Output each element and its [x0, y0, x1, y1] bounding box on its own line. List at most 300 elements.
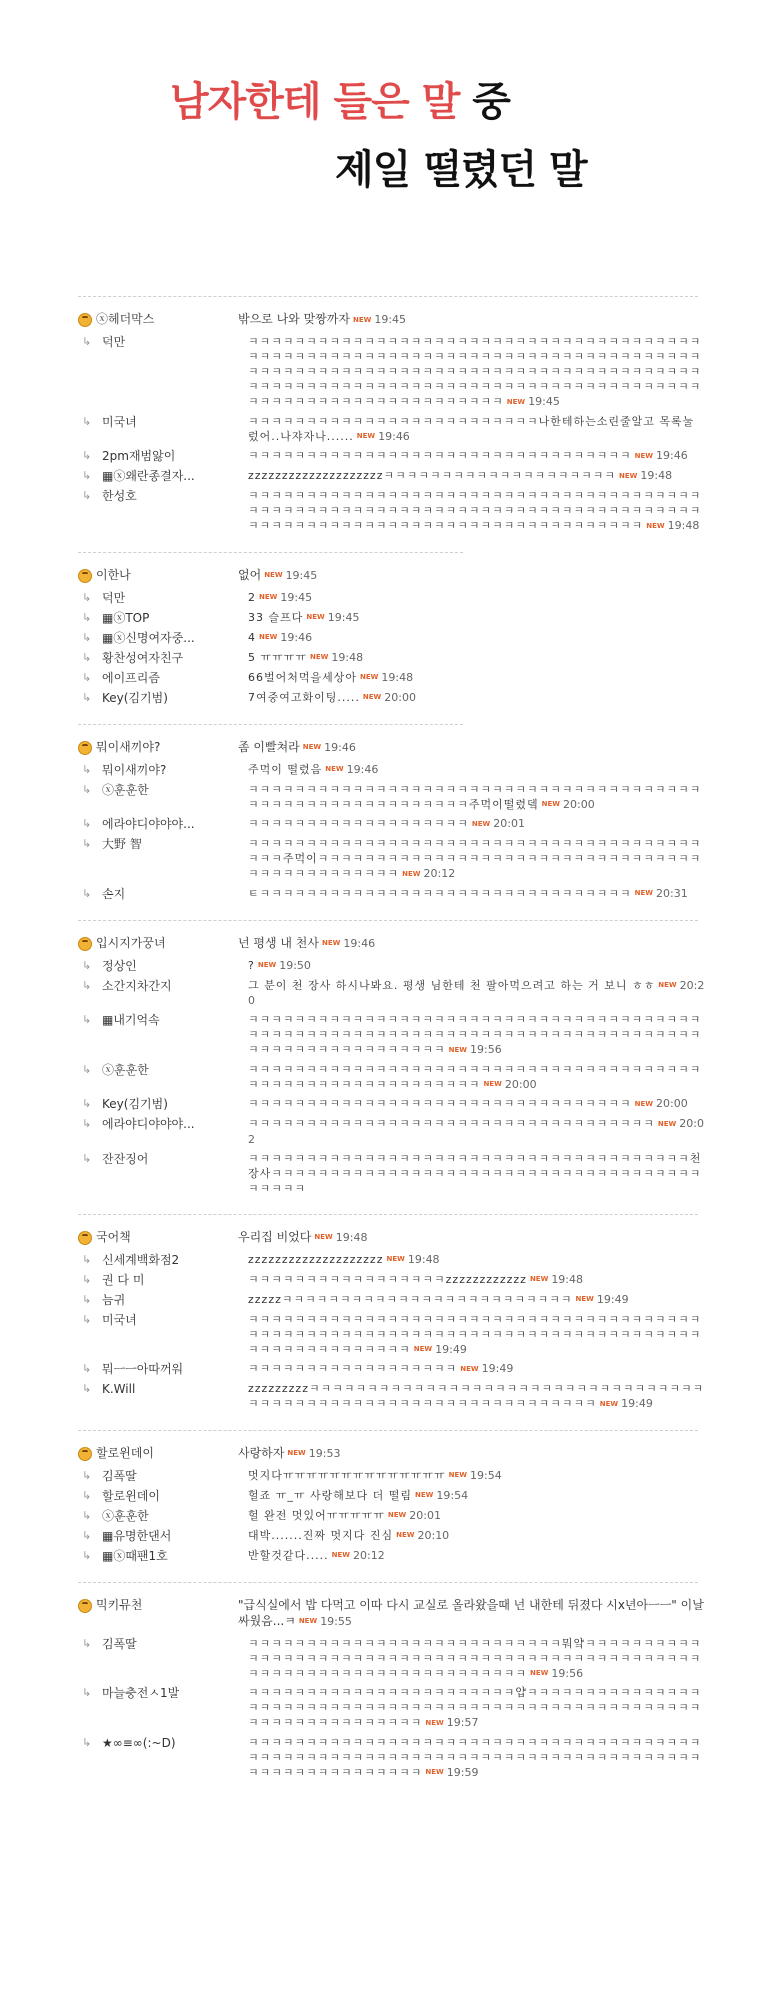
- new-badge: NEW: [413, 1345, 433, 1353]
- new-badge: NEW: [657, 1119, 677, 1128]
- reply-content: [248, 886, 765, 902]
- reply-row: [0, 978, 765, 1009]
- reply-row: [0, 1012, 765, 1058]
- user-level-icon: [78, 741, 92, 755]
- comment-thread: [0, 920, 765, 1214]
- author-name[interactable]: ⓧ훈훈한: [102, 1062, 149, 1077]
- comment-thread: [0, 296, 765, 552]
- reply-text: 5 ㅠㅠㅠㅠ: [248, 650, 307, 664]
- author-name[interactable]: 한성호: [102, 489, 137, 503]
- reply-author[interactable]: [0, 978, 248, 994]
- reply-author[interactable]: [0, 1151, 248, 1167]
- reply-arrow-icon: ↳: [82, 1548, 92, 1562]
- reply-text: 7여중여고화이팅.....: [248, 690, 360, 704]
- reply-row: [0, 670, 765, 686]
- reply-row: [0, 1312, 765, 1358]
- comment-time: 19:48: [335, 1230, 368, 1244]
- dashed-divider: [78, 1430, 698, 1431]
- user-level-icon: [78, 1231, 92, 1245]
- author-name[interactable]: 김폭딸: [102, 1468, 137, 1483]
- reply-author[interactable]: [0, 1096, 248, 1112]
- reply-time: 20:20: [248, 978, 705, 1007]
- comment-author[interactable]: [0, 739, 238, 755]
- author-name[interactable]: 뭐이새끼야?: [96, 739, 161, 754]
- reply-time: 19:56: [551, 1666, 584, 1680]
- reply-row: [0, 762, 765, 778]
- reply-time: 19:48: [381, 670, 414, 684]
- user-level-icon: [78, 1447, 92, 1461]
- reply-row: [0, 1636, 765, 1682]
- reply-arrow-icon: ↳: [82, 1468, 92, 1482]
- reply-author[interactable]: [0, 816, 248, 832]
- reply-content: [248, 1548, 765, 1564]
- comment-row: [0, 1229, 765, 1246]
- dashed-divider: [78, 920, 698, 921]
- comment-author[interactable]: [0, 1445, 238, 1461]
- reply-row: [0, 468, 765, 484]
- reply-arrow-icon: ↳: [82, 1062, 92, 1076]
- reply-author[interactable]: [0, 1116, 248, 1132]
- author-name[interactable]: ▦ⓧ때팬1호: [102, 1548, 168, 1563]
- comment-content: [238, 1445, 765, 1462]
- title-black-text: 중: [459, 79, 510, 125]
- new-badge: NEW: [298, 1617, 318, 1625]
- new-badge: NEW: [386, 1255, 405, 1263]
- reply-text: 헐 완전 멋있어ㅠㅠㅠㅠㅠ: [248, 1508, 385, 1522]
- reply-time: 19:49: [596, 1292, 629, 1306]
- reply-time: 19:54: [436, 1488, 469, 1502]
- reply-text: 주먹이 떨렸음: [248, 762, 323, 776]
- reply-author[interactable]: [0, 1488, 248, 1504]
- author-name[interactable]: 권 다 미: [102, 1272, 145, 1287]
- reply-content: [248, 334, 765, 410]
- reply-row: [0, 590, 765, 606]
- reply-author[interactable]: [0, 1528, 248, 1544]
- author-name[interactable]: 소간지차간지: [102, 978, 172, 993]
- reply-content: [248, 414, 765, 445]
- author-name[interactable]: 황찬성여자친구: [102, 650, 184, 665]
- reply-author[interactable]: [0, 1012, 248, 1028]
- reply-row: [0, 630, 765, 646]
- reply-time: 20:00: [563, 797, 595, 811]
- reply-content: [248, 782, 765, 813]
- new-badge: NEW: [483, 1080, 502, 1088]
- reply-content: [248, 1528, 765, 1544]
- comment-time: 19:46: [343, 936, 376, 950]
- reply-text: ㅋㅋㅋㅋㅋㅋㅋㅋㅋㅋㅋㅋㅋㅋㅋㅋㅋㅋㅋㅋㅋㅋㅋㅋㅋㅋㅋㅋㅋㅋㅋㅋㅋㅋㅋㅋㅋㅋㅋㅋㅋㅋ주먹이ㅋㅋㅋㅋㅋㅋㅋㅋㅋㅋㅋㅋㅋㅋㅋㅋㅋㅋㅋㅋㅋㅋㅋㅋㅋㅋㅋㅋㅋㅋㅋㅋㅋㅋㅋㅋㅋㅋㅋㅋㅋㅋㅋㅋㅋㅋ: [248, 837, 702, 880]
- new-badge: NEW: [362, 693, 382, 701]
- new-badge: NEW: [356, 432, 376, 440]
- reply-content: [248, 1381, 765, 1412]
- reply-time: 19:56: [470, 1043, 502, 1056]
- new-badge: NEW: [257, 961, 277, 969]
- author-name[interactable]: ▦내기억속: [102, 1013, 160, 1027]
- thread-spacer: [0, 1416, 765, 1430]
- reply-text: 그 분이 천 장사 하시나봐요. 평생 님한테 천 팔아먹으려고 하는 거 보니 ㅎㅎ: [248, 978, 656, 992]
- reply-row: [0, 1151, 765, 1196]
- reply-row: [0, 1272, 765, 1288]
- reply-row: [0, 334, 765, 410]
- reply-content: [248, 690, 765, 706]
- author-name[interactable]: Key(김기범): [102, 1097, 168, 1111]
- reply-author[interactable]: [0, 650, 248, 666]
- comment-text: 좀 이빨쳐라: [238, 739, 300, 754]
- reply-time: 20:01: [409, 1508, 441, 1522]
- author-name[interactable]: 할로윈데이: [102, 1488, 160, 1503]
- reply-row: [0, 958, 765, 974]
- reply-author[interactable]: [0, 1468, 248, 1484]
- new-badge: NEW: [448, 1045, 468, 1054]
- reply-arrow-icon: ↳: [82, 782, 92, 796]
- reply-arrow-icon: ↳: [82, 610, 92, 624]
- reply-author[interactable]: [0, 1252, 248, 1268]
- reply-row: [0, 1116, 765, 1147]
- reply-author[interactable]: [0, 1735, 248, 1751]
- reply-row: [0, 1381, 765, 1412]
- new-badge: NEW: [314, 1233, 333, 1241]
- reply-time: 19:49: [621, 1397, 653, 1410]
- thread-spacer: [0, 1568, 765, 1582]
- reply-author[interactable]: [0, 690, 248, 706]
- reply-author[interactable]: [0, 1636, 248, 1652]
- reply-arrow-icon: ↳: [82, 1508, 92, 1522]
- title-line-1: [170, 70, 510, 127]
- reply-author[interactable]: [0, 762, 248, 778]
- reply-author[interactable]: [0, 1312, 248, 1328]
- comment-time: 19:53: [308, 1446, 341, 1460]
- reply-time: 19:46: [346, 762, 379, 776]
- reply-text: 헐죠 ㅠ_ㅠ 사랑해보다 더 떨림: [248, 1488, 412, 1502]
- reply-arrow-icon: ↳: [82, 762, 92, 776]
- new-badge: NEW: [448, 1471, 468, 1479]
- reply-arrow-icon: ↳: [82, 1735, 92, 1749]
- author-name[interactable]: 이한나: [96, 567, 131, 582]
- reply-content: [248, 1735, 765, 1781]
- reply-author[interactable]: [0, 1508, 248, 1524]
- author-name[interactable]: ▦ⓧ신명여자중...: [102, 630, 195, 645]
- author-name[interactable]: 에라야디야야야...: [102, 817, 195, 831]
- thread-spacer: [0, 538, 765, 552]
- comment-thread: [0, 1582, 765, 1799]
- reply-time: 19:46: [656, 449, 688, 462]
- reply-time: 19:48: [551, 1272, 584, 1286]
- reply-text: 2: [248, 590, 256, 604]
- reply-author[interactable]: [0, 448, 248, 464]
- new-badge: NEW: [325, 765, 344, 773]
- reply-content: [248, 1312, 765, 1358]
- reply-author[interactable]: [0, 590, 248, 606]
- author-name[interactable]: ▦ⓧTOP: [102, 610, 150, 625]
- reply-author[interactable]: [0, 1381, 248, 1397]
- reply-text: zzzzzzzzzzzzzzzzzzzz: [248, 1252, 384, 1266]
- reply-arrow-icon: ↳: [82, 1013, 92, 1026]
- author-name[interactable]: 미국녀: [102, 414, 137, 429]
- reply-content: [248, 1508, 765, 1524]
- reply-author[interactable]: [0, 670, 248, 686]
- new-badge: NEW: [529, 1275, 549, 1283]
- reply-author[interactable]: [0, 1685, 248, 1701]
- comment-author[interactable]: [0, 1597, 238, 1613]
- comment-time: 19:45: [285, 568, 318, 582]
- title-line-2: 제일 떨렸던 말: [335, 147, 587, 193]
- reply-text: ㅋㅋㅋㅋㅋㅋㅋㅋㅋㅋㅋㅋㅋㅋㅋㅋㅋㅋㅋ: [248, 817, 469, 830]
- author-name[interactable]: 2pm재범앓이: [102, 449, 176, 463]
- reply-arrow-icon: ↳: [82, 449, 92, 462]
- comment-content: [238, 935, 765, 952]
- comment-text: 없어: [238, 567, 262, 582]
- comment-thread: [0, 1430, 765, 1582]
- comment-thread: [0, 1214, 765, 1430]
- reply-arrow-icon: ↳: [82, 1686, 92, 1699]
- comment-author[interactable]: [0, 935, 238, 951]
- author-name[interactable]: 정상인: [102, 958, 137, 973]
- reply-content: [248, 610, 765, 626]
- reply-arrow-icon: ↳: [82, 690, 92, 704]
- author-name[interactable]: 뭐ㅡㅡ아따꺼워: [102, 1362, 184, 1376]
- author-name[interactable]: Key(김기범): [102, 690, 168, 705]
- reply-author[interactable]: [0, 782, 248, 798]
- reply-arrow-icon: ↳: [82, 1312, 92, 1326]
- reply-text: ㅋㅋㅋㅋㅋㅋㅋㅋㅋㅋㅋㅋㅋㅋㅋㅋㅋㅋㅋㅋㅋㅋㅋㅋㅋㅋㅋㅋㅋㅋㅋㅋㅋㅋㅋㅋㅋㅋㅋㅋㅋㅋㅋㅋㅋㅋㅋㅋㅋㅋㅋㅋㅋㅋㅋㅋㅋㅋㅋㅋㅋㅋㅋㅋㅋㅋㅋㅋㅋㅋㅋㅋㅋㅋㅋㅋㅋㅋㅋㅋㅋㅋㅋㅋㅋㅋㅋㅋㅋㅋㅋㅋㅋㅋㅋㅋㅋㅋㅋㅋㅋㅋㅋㅋㅋㅋㅋㅋㅋㅋㅋㅋㅋㅋㅋㅋㅋㅋㅋㅋㅋㅋㅋㅋㅋㅋㅋㅋㅋㅋㅋㅋㅋㅋㅋㅋㅋㅋㅋㅋㅋㅋㅋㅋㅋㅋㅋㅋㅋㅋㅋㅋㅋㅋㅋㅋㅋㅋㅋㅋㅋㅋㅋㅋㅋㅋㅋㅋㅋㅋㅋㅋㅋㅋㅋㅋㅋㅋ: [248, 335, 702, 408]
- author-name[interactable]: 덕만: [102, 335, 126, 349]
- reply-time: 20:00: [384, 690, 416, 704]
- author-name[interactable]: ⓧ훈훈한: [102, 1508, 149, 1523]
- reply-row: [0, 886, 765, 902]
- reply-row: [0, 414, 765, 445]
- reply-text: ㅋㅋㅋㅋㅋㅋㅋㅋㅋㅋㅋㅋㅋㅋㅋㅋㅋㅋㅋㅋㅋㅋㅋㅋㅋㅋㅋㅋㅋㅋㅋㅋㅋ: [248, 449, 632, 462]
- author-name[interactable]: 뭐이새끼야?: [102, 762, 167, 777]
- author-name[interactable]: K.Will: [102, 1382, 136, 1396]
- reply-arrow-icon: ↳: [82, 489, 92, 502]
- reply-author[interactable]: [0, 1062, 248, 1078]
- thread-spacer: [0, 710, 765, 724]
- author-name[interactable]: 신세계백화점2: [102, 1252, 180, 1267]
- title-red-text: 남자한테 들은 말: [170, 79, 460, 125]
- new-badge: NEW: [402, 869, 421, 878]
- reply-content: [248, 978, 765, 1009]
- user-level-icon: [78, 313, 92, 327]
- reply-time: 20:01: [493, 817, 525, 830]
- comment-content: [238, 567, 765, 584]
- reply-content: [248, 816, 765, 832]
- reply-author[interactable]: [0, 836, 248, 852]
- reply-row: [0, 488, 765, 534]
- comment-text: "급식실에서 밥 다먹고 이따 다시 교실로 올라왔을때 넌 내한테 뒤졌다 시x년아ㅡㅡ" 이날 싸웠음...ㅋ: [238, 1597, 704, 1628]
- reply-time: 19:59: [446, 1765, 479, 1779]
- reply-content: [248, 468, 765, 484]
- reply-arrow-icon: ↳: [82, 1488, 92, 1502]
- reply-arrow-icon: ↳: [82, 1528, 92, 1542]
- reply-text: ㅋㅋㅋㅋㅋㅋㅋㅋㅋㅋㅋㅋㅋㅋㅋㅋㅋㅋㅋㅋㅋㅋㅋㅋㅋㅋㅋㅋㅋㅋㅋㅋㅋㅋㅋㅋㅋㅋㅋㅋㅋㅋㅋㅋㅋㅋㅋㅋㅋㅋㅋㅋㅋㅋㅋㅋㅋㅋㅋㅋㅋㅋㅋㅋㅋㅋㅋㅋㅋㅋㅋㅋㅋㅋㅋㅋㅋㅋㅋㅋㅋㅋㅋㅋㅋㅋㅋㅋㅋㅋㅋㅋㅋ: [248, 1735, 702, 1779]
- new-badge: NEW: [575, 1295, 594, 1303]
- reply-author[interactable]: [0, 1548, 248, 1564]
- author-name[interactable]: 손지: [102, 886, 126, 901]
- author-name[interactable]: 입시지가꿍녀: [96, 935, 166, 950]
- author-name[interactable]: 국어책: [96, 1229, 131, 1244]
- reply-row: [0, 448, 765, 464]
- comment-text: 밖으로 나와 맞짱까자: [238, 312, 350, 326]
- reply-time: 19:48: [331, 650, 364, 664]
- reply-arrow-icon: ↳: [82, 1362, 92, 1375]
- reply-content: [248, 448, 765, 464]
- author-name[interactable]: 덕만: [102, 590, 126, 605]
- reply-content: [248, 762, 765, 778]
- reply-arrow-icon: ↳: [82, 414, 92, 428]
- reply-row: [0, 1062, 765, 1093]
- thread-spacer: [0, 906, 765, 920]
- reply-time: 19:48: [407, 1252, 440, 1266]
- author-name[interactable]: 미국녀: [102, 1312, 137, 1327]
- reply-author[interactable]: [0, 488, 248, 504]
- reply-time: 19:46: [378, 429, 410, 443]
- reply-arrow-icon: ↳: [82, 1636, 92, 1650]
- reply-text: ㅋㅋㅋㅋㅋㅋㅋㅋㅋㅋㅋㅋㅋㅋㅋㅋㅋㅋㅋㅋㅋㅋㅋ얍ㅋㅋㅋㅋㅋㅋㅋㅋㅋㅋㅋㅋㅋㅋㅋㅋㅋㅋㅋㅋㅋㅋㅋㅋㅋㅋㅋㅋㅋㅋㅋㅋㅋㅋㅋㅋㅋㅋㅋㅋㅋㅋㅋㅋㅋㅋㅋㅋㅋㅋㅋㅋㅋㅋㅋㅋㅋㅋㅋㅋㅋㅋㅋㅋㅋㅋㅋㅋㅋ: [248, 1686, 702, 1729]
- reply-row: [0, 650, 765, 666]
- reply-author[interactable]: [0, 630, 248, 646]
- reply-text: ㅋㅋㅋㅋㅋㅋㅋㅋㅋㅋㅋㅋㅋㅋㅋㅋㅋㅋㅋㅋㅋㅋㅋㅋㅋ나한테하는소린줄알고 목록눌렀어..나쟈자나......: [248, 414, 695, 443]
- thread-spacer: [0, 1784, 765, 1798]
- new-badge: NEW: [619, 471, 638, 480]
- reply-time: 19:48: [667, 519, 700, 532]
- reply-arrow-icon: ↳: [82, 886, 92, 900]
- dashed-divider: [78, 1582, 698, 1583]
- reply-time: 20:12: [353, 1548, 385, 1562]
- reply-row: [0, 1292, 765, 1308]
- author-name[interactable]: ★∞≡∞(:~D): [102, 1735, 176, 1750]
- reply-arrow-icon: ↳: [82, 1151, 92, 1165]
- reply-author[interactable]: [0, 886, 248, 902]
- reply-author[interactable]: [0, 468, 248, 484]
- author-name[interactable]: 김폭딸: [102, 1636, 137, 1651]
- author-name[interactable]: ⓧ훈훈한: [102, 782, 149, 797]
- reply-time: 19:50: [279, 958, 311, 972]
- new-badge: NEW: [331, 1551, 350, 1559]
- reply-arrow-icon: ↳: [82, 978, 92, 992]
- reply-author[interactable]: [0, 1292, 248, 1308]
- reply-text: ㅋㅋㅋㅋㅋㅋㅋㅋㅋㅋㅋㅋㅋㅋㅋㅋㅋㅋㅋㅋㅋㅋㅋㅋㅋㅋㅋㅋㅋㅋㅋㅋㅋㅋㅋㅋㅋㅋ천장사ㅋㅋㅋㅋㅋㅋㅋㅋㅋㅋㅋㅋㅋㅋㅋㅋㅋㅋㅋㅋㅋㅋㅋㅋㅋㅋㅋㅋㅋㅋㅋㅋㅋㅋㅋㅋㅋㅋㅋㅋㅋㅋ: [248, 1151, 702, 1195]
- reply-content: [248, 1685, 765, 1731]
- reply-text: 반할것같다.....: [248, 1548, 329, 1562]
- author-name[interactable]: 마늘충전ㅅ1발: [102, 1686, 180, 1700]
- reply-time: 20:02: [248, 1117, 704, 1146]
- reply-text: 33 슬프다: [248, 610, 304, 624]
- new-badge: NEW: [396, 1531, 415, 1539]
- reply-text: 4: [248, 630, 256, 644]
- new-badge: NEW: [287, 1449, 306, 1457]
- reply-row: [0, 1096, 765, 1112]
- dashed-divider: [78, 724, 463, 725]
- reply-author[interactable]: [0, 1361, 248, 1377]
- comment-row: [0, 311, 765, 328]
- comment-content: [238, 311, 765, 328]
- user-level-icon: [78, 1599, 92, 1613]
- new-badge: NEW: [646, 521, 665, 530]
- new-badge: NEW: [425, 1718, 444, 1727]
- reply-author[interactable]: [0, 414, 248, 430]
- reply-content: [248, 1116, 765, 1147]
- comment-author[interactable]: [0, 567, 238, 583]
- author-name[interactable]: 믹키뮤천: [96, 1597, 143, 1612]
- reply-content: [248, 670, 765, 686]
- reply-row: [0, 610, 765, 626]
- reply-row: [0, 1488, 765, 1504]
- reply-row: [0, 1548, 765, 1564]
- reply-time: 20:12: [423, 867, 456, 880]
- author-name[interactable]: 잔잔징어: [102, 1151, 149, 1166]
- author-name[interactable]: 에라야디야야야...: [102, 1117, 195, 1131]
- reply-row: [0, 1252, 765, 1268]
- new-badge: NEW: [658, 981, 677, 989]
- author-name[interactable]: 늠귀: [102, 1292, 126, 1307]
- reply-text: 대박.......진짜 멋지다 진심: [248, 1528, 394, 1542]
- comment-time: 19:46: [324, 740, 356, 754]
- reply-author[interactable]: [0, 334, 248, 350]
- reply-content: [248, 590, 765, 606]
- comment-thread: [0, 552, 765, 724]
- comment-row: [0, 567, 765, 584]
- reply-content: [248, 488, 765, 534]
- reply-time: 19:54: [470, 1468, 502, 1482]
- reply-arrow-icon: ↳: [82, 630, 92, 644]
- reply-text: zzzzzzzzzzzzzzzzzzzzㅋㅋㅋㅋㅋㅋㅋㅋㅋㅋㅋㅋㅋㅋㅋㅋㅋㅋㅋㅋ: [248, 469, 616, 482]
- author-name[interactable]: ⓧ헤더막스: [96, 312, 155, 326]
- new-badge: NEW: [302, 743, 322, 751]
- new-badge: NEW: [506, 397, 526, 406]
- reply-row: [0, 1735, 765, 1781]
- reply-arrow-icon: ↳: [82, 590, 92, 604]
- new-badge: NEW: [634, 451, 654, 460]
- reply-content: [248, 1252, 765, 1268]
- reply-time: 19:45: [528, 395, 560, 408]
- new-badge: NEW: [471, 819, 491, 828]
- reply-row: [0, 816, 765, 832]
- comment-author[interactable]: [0, 1229, 238, 1245]
- reply-text: 멋지다ㅠㅠㅠㅠㅠㅠㅠㅠㅠㅠㅠㅠㅠㅠ: [248, 1468, 446, 1482]
- new-badge: NEW: [599, 1399, 619, 1408]
- comment-time: 19:55: [320, 1614, 352, 1628]
- new-badge: NEW: [634, 1099, 654, 1108]
- reply-author[interactable]: [0, 610, 248, 626]
- new-badge: NEW: [306, 613, 325, 621]
- reply-arrow-icon: ↳: [82, 837, 92, 850]
- new-badge: NEW: [264, 571, 283, 579]
- comment-text: 사랑하자: [238, 1445, 285, 1460]
- reply-row: [0, 1528, 765, 1544]
- reply-author[interactable]: [0, 958, 248, 974]
- author-name[interactable]: ▦유명한댄서: [102, 1528, 172, 1543]
- reply-arrow-icon: ↳: [82, 1117, 92, 1130]
- reply-content: [248, 958, 765, 974]
- new-badge: NEW: [415, 1491, 434, 1499]
- new-badge: NEW: [322, 939, 341, 947]
- comment-content: [238, 1229, 765, 1246]
- author-name[interactable]: ▦ⓧ왜란종결자...: [102, 469, 195, 483]
- comment-text: 우리집 비었다: [238, 1229, 312, 1244]
- new-badge: NEW: [425, 1768, 444, 1776]
- author-name[interactable]: 大野 智: [102, 837, 142, 851]
- title-banner: [0, 0, 765, 200]
- reply-text: ㅋㅋㅋㅋㅋㅋㅋㅋㅋㅋㅋㅋㅋㅋㅋㅋㅋㅋㅋㅋㅋㅋㅋㅋㅋㅋㅋㅋㅋㅋㅋㅋㅋㅋㅋ: [248, 1117, 655, 1130]
- new-badge: NEW: [310, 653, 329, 661]
- author-name[interactable]: 할로윈데이: [96, 1445, 154, 1460]
- comment-row: [0, 935, 765, 952]
- reply-time: 19:48: [640, 469, 673, 482]
- comment-author[interactable]: [0, 311, 238, 327]
- reply-author[interactable]: [0, 1272, 248, 1288]
- comment-text: 넌 평생 내 천사: [238, 935, 319, 950]
- comment-content: [238, 1597, 765, 1630]
- author-name[interactable]: 에이프리즘: [102, 670, 160, 685]
